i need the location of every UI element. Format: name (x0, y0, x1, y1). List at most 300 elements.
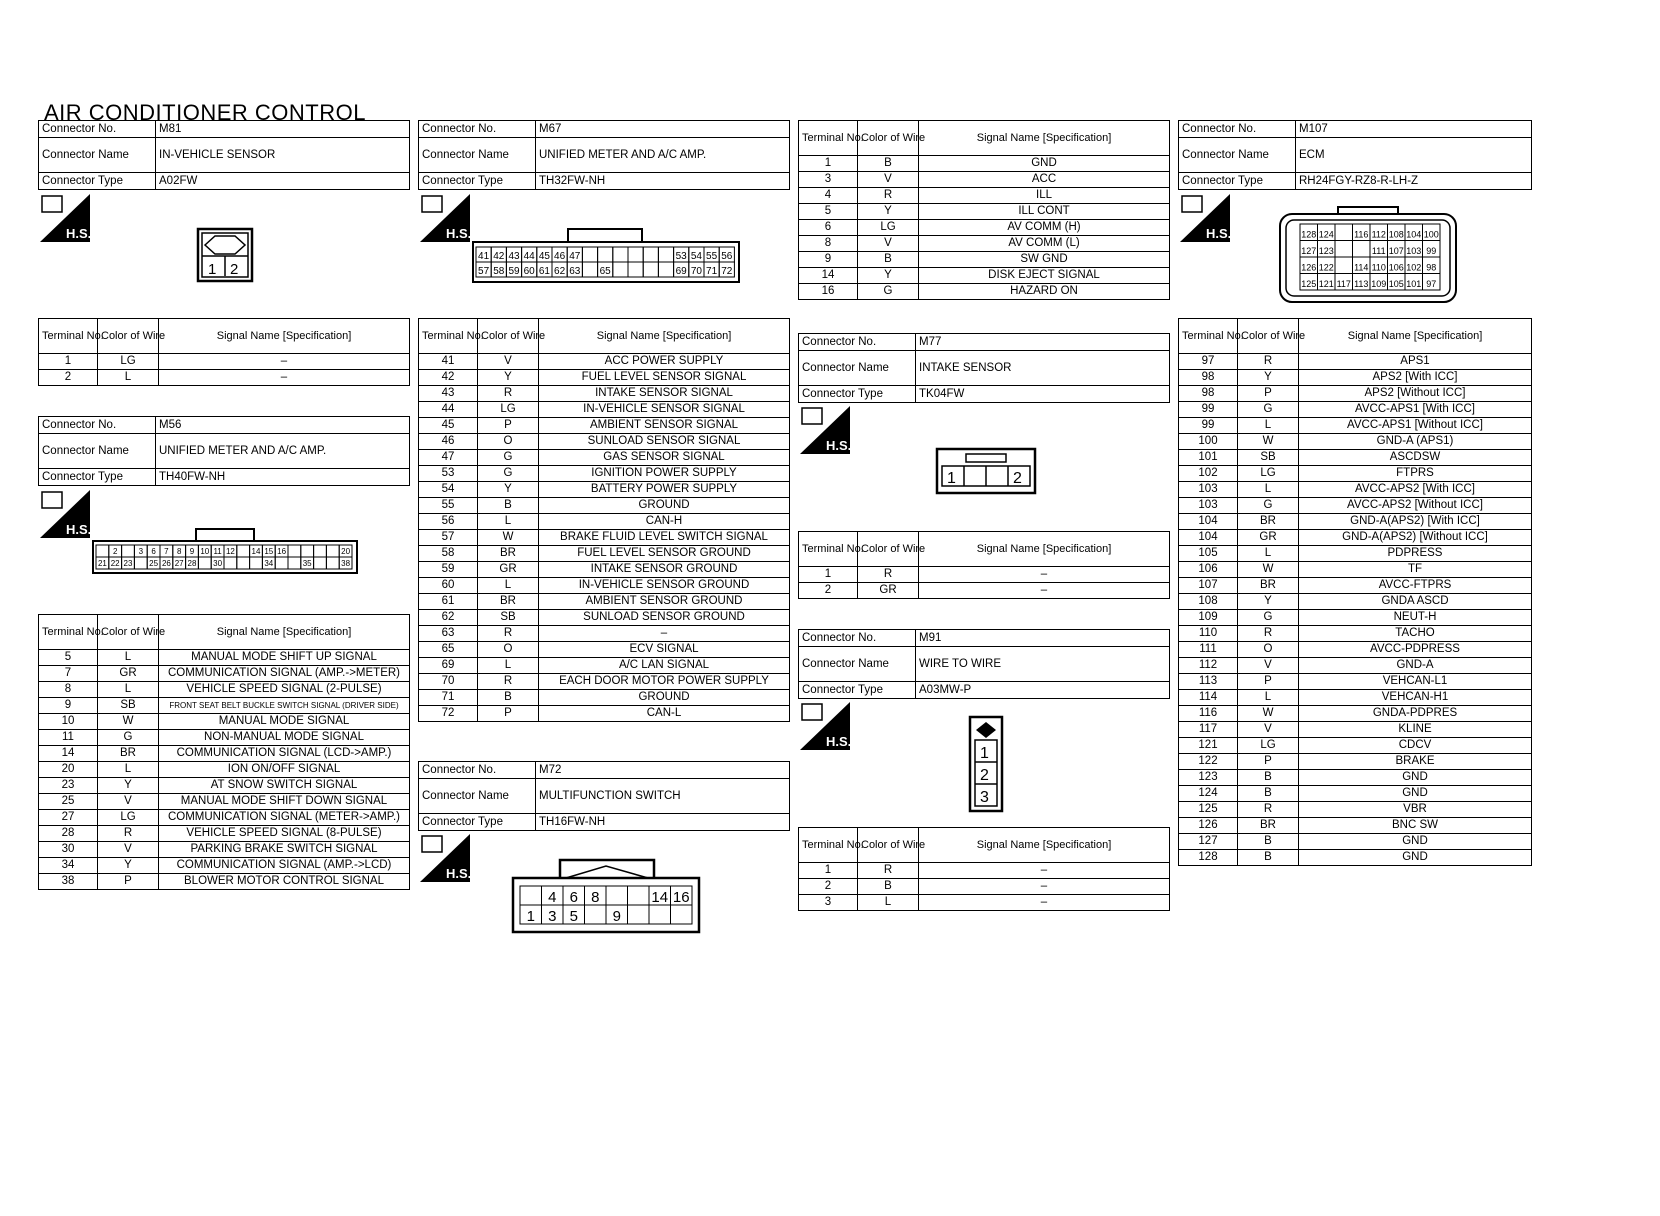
terminal-no-cell: 1 (799, 863, 858, 879)
terminal-no-cell: 4 (799, 188, 858, 204)
wire-color-cell: W (1238, 434, 1299, 450)
table-row (39, 762, 410, 778)
hs-icon-m81 (40, 194, 90, 247)
wire-color-cell: L (98, 650, 159, 666)
pin-cell (301, 545, 314, 557)
pin-label: 61 (538, 266, 550, 277)
label-connector-type: Connector Type (1179, 173, 1296, 190)
terminal-no-cell: 102 (1179, 466, 1238, 482)
table-row (799, 268, 1170, 284)
terminal-rows (799, 156, 1170, 300)
wire-color-cell: Y (478, 370, 539, 386)
terminal-no-cell: 5 (799, 204, 858, 220)
table-row (1179, 626, 1532, 642)
signal-name-cell: ECV SIGNAL (539, 642, 790, 658)
table-row (419, 418, 790, 434)
wire-color-cell: L (1238, 418, 1299, 434)
label-connector-no: Connector No. (419, 121, 536, 138)
wire-color-cell: BR (1238, 578, 1299, 594)
terminal-no-cell: 3 (799, 895, 858, 911)
signal-name-cell: MANUAL MODE SIGNAL (159, 714, 410, 730)
table-row (419, 562, 790, 578)
label-connector-type: Connector Type (419, 814, 536, 831)
signal-name-cell: COMMUNICATION SIGNAL (METER->AMP.) (159, 810, 410, 826)
hs-label: H.S. (446, 226, 472, 241)
table-row (419, 530, 790, 546)
pin-cell (598, 247, 613, 262)
pin-cell (237, 557, 250, 569)
header-color-of-wire: Color of Wire (858, 532, 919, 567)
pin-label: 110 (1371, 262, 1386, 273)
label-connector-name: Connector Name (799, 647, 916, 682)
pin-label: 63 (569, 266, 581, 277)
terminal-no-cell: 46 (419, 434, 478, 450)
signal-name-cell: TF (1299, 562, 1532, 578)
terminal-no-cell: 114 (1179, 690, 1238, 706)
pin-label: 59 (508, 266, 520, 277)
terminal-rows (799, 863, 1170, 911)
pin-label: 7 (164, 547, 169, 556)
label-connector-no: Connector No. (39, 417, 156, 434)
pin-label: 2 (1013, 470, 1022, 487)
terminal-no-cell: 41 (419, 354, 478, 370)
table-row (1179, 594, 1532, 610)
signal-name-cell: AVCC-PDPRESS (1299, 642, 1532, 658)
wire-color-cell: L (98, 370, 159, 386)
pin-label: 22 (110, 559, 120, 568)
table-row (39, 370, 410, 386)
signal-name-cell: AV COMM (L) (919, 236, 1170, 252)
table-row (799, 863, 1170, 879)
wire-color-cell: R (1238, 354, 1299, 370)
pin-label: 45 (538, 251, 550, 262)
table-row (419, 514, 790, 530)
pin-label: 9 (612, 908, 621, 925)
wire-color-cell: LG (1238, 738, 1299, 754)
pin-label: 35 (302, 559, 312, 568)
connector-info-m72-wrap (418, 761, 790, 831)
terminal-no-cell: 54 (419, 482, 478, 498)
pin-cell (643, 247, 658, 262)
wire-color-cell: Y (98, 858, 159, 874)
signal-name-cell: FRONT SEAT BELT BUCKLE SWITCH SIGNAL (DRIVER SIDE) (159, 698, 410, 714)
signal-name-cell: SUNLOAD SENSOR GROUND (539, 610, 790, 626)
pin-cell (1335, 241, 1353, 258)
connector-diagram-m81 (197, 228, 253, 287)
wire-color-cell: O (478, 642, 539, 658)
table-row (419, 498, 790, 514)
header-terminal-no: Terminal No. (39, 615, 98, 650)
table-row (419, 466, 790, 482)
signal-name-cell: GND-A (1299, 658, 1532, 674)
pin-label: 8 (591, 889, 600, 906)
signal-name-cell: GAS SENSOR SIGNAL (539, 450, 790, 466)
terminal-no-cell: 65 (419, 642, 478, 658)
terminal-no-cell: 116 (1179, 706, 1238, 722)
pin-cell (134, 557, 147, 569)
pin-label: 16 (672, 889, 690, 906)
table-row (1179, 786, 1532, 802)
header-color-of-wire: Color of Wire (98, 319, 159, 354)
signal-name-cell: BATTERY POWER SUPPLY (539, 482, 790, 498)
signal-name-cell: GND (1299, 770, 1532, 786)
pin-cell (658, 262, 673, 277)
table-row (1179, 498, 1532, 514)
wire-color-cell: P (1238, 386, 1299, 402)
table-row (1179, 530, 1532, 546)
signal-name-cell: PDPRESS (1299, 546, 1532, 562)
wire-color-cell: G (478, 450, 539, 466)
table-row (799, 204, 1170, 220)
table-row (419, 706, 790, 722)
terminal-no-cell: 125 (1179, 802, 1238, 818)
terminal-no-cell: 5 (39, 650, 98, 666)
wire-color-cell: B (1238, 834, 1299, 850)
wire-color-cell: G (478, 466, 539, 482)
pin-cell (643, 262, 658, 277)
table-row (419, 434, 790, 450)
signal-name-cell: GND (1299, 786, 1532, 802)
signal-name-cell: MANUAL MODE SHIFT DOWN SIGNAL (159, 794, 410, 810)
wire-color-cell: SB (98, 698, 159, 714)
terminal-no-cell: 27 (39, 810, 98, 826)
pin-label: 126 (1301, 262, 1317, 273)
header-color-of-wire: Color of Wire (478, 319, 539, 354)
hs-icon-m72 (420, 834, 470, 887)
wire-color-cell: Y (858, 204, 919, 220)
terminal-no-cell: 23 (39, 778, 98, 794)
table-row (1179, 402, 1532, 418)
wire-color-cell: V (1238, 658, 1299, 674)
signal-name-cell: GND (1299, 834, 1532, 850)
signal-name-cell: COMMUNICATION SIGNAL (AMP.->METER) (159, 666, 410, 682)
terminal-no-cell: 109 (1179, 610, 1238, 626)
wire-color-cell: V (1238, 722, 1299, 738)
pin-label: 101 (1406, 279, 1422, 289)
signal-name-cell: APS2 [With ICC] (1299, 370, 1532, 386)
table-row (419, 450, 790, 466)
pin-label: 5 (569, 908, 578, 925)
table-row (1179, 770, 1532, 786)
wire-color-cell: Y (1238, 370, 1299, 386)
wire-color-cell: R (98, 826, 159, 842)
terminal-rows (39, 650, 410, 890)
terminal-no-cell: 8 (39, 682, 98, 698)
terminal-no-cell: 1 (799, 567, 858, 583)
wire-color-cell: B (478, 690, 539, 706)
pin-cell (628, 262, 643, 277)
signal-name-cell: COMMUNICATION SIGNAL (LCD->AMP.) (159, 746, 410, 762)
terminal-no-cell: 112 (1179, 658, 1238, 674)
terminal-table-m56 (38, 614, 410, 890)
table-row (799, 879, 1170, 895)
terminal-no-cell: 6 (799, 220, 858, 236)
hs-label: H.S. (446, 866, 472, 881)
connector-name-value: UNIFIED METER AND A/C AMP. (156, 434, 410, 469)
wire-color-cell: Y (478, 482, 539, 498)
signal-name-cell: AVCC-FTPRS (1299, 578, 1532, 594)
pin-label: 58 (493, 266, 505, 277)
terminal-no-cell: 100 (1179, 434, 1238, 450)
connector-type-value: TH40FW-NH (156, 469, 410, 486)
pin-label: 121 (1318, 279, 1334, 289)
pin-label: 3 (138, 547, 144, 556)
wire-color-cell: BR (478, 594, 539, 610)
pin-label: 41 (478, 251, 490, 262)
connector-info-m72 (418, 761, 790, 831)
terminal-no-cell: 30 (39, 842, 98, 858)
pin-label: 2 (980, 767, 989, 784)
label-connector-name: Connector Name (419, 779, 536, 814)
table-row (39, 842, 410, 858)
label-connector-no: Connector No. (419, 762, 536, 779)
terminal-no-cell: 126 (1179, 818, 1238, 834)
terminal-no-cell: 70 (419, 674, 478, 690)
connector-no-value: M67 (536, 121, 790, 138)
terminal-no-cell: 71 (419, 690, 478, 706)
wire-color-cell: G (98, 730, 159, 746)
wire-color-cell: R (1238, 626, 1299, 642)
table-row (39, 730, 410, 746)
wire-color-cell: L (1238, 546, 1299, 562)
signal-name-cell: PARKING BRAKE SWITCH SIGNAL (159, 842, 410, 858)
label-connector-name: Connector Name (799, 351, 916, 386)
connector-info-m77-wrap (798, 333, 1170, 403)
signal-name-cell: BRAKE (1299, 754, 1532, 770)
terminal-no-cell: 127 (1179, 834, 1238, 850)
terminal-no-cell: 16 (799, 284, 858, 300)
terminal-rows (419, 354, 790, 722)
header-color-of-wire: Color of Wire (858, 828, 919, 863)
pin-label: 6 (151, 547, 156, 556)
terminal-no-cell: 104 (1179, 514, 1238, 530)
header-signal-name: Signal Name [Specification] (1299, 319, 1532, 354)
wire-color-cell: L (478, 514, 539, 530)
connector-type-value: A02FW (156, 173, 410, 190)
pin-label: 8 (176, 547, 182, 556)
terminal-no-cell: 47 (419, 450, 478, 466)
signal-name-cell: BRAKE FLUID LEVEL SWITCH SIGNAL (539, 530, 790, 546)
header-terminal-no: Terminal No. (1179, 319, 1238, 354)
table-row (799, 220, 1170, 236)
pin-cell (606, 886, 628, 905)
terminal-no-cell: 42 (419, 370, 478, 386)
pin-cell (520, 886, 542, 905)
terminal-no-cell: 2 (799, 583, 858, 599)
label-connector-name: Connector Name (1179, 138, 1296, 173)
pin-label: 6 (569, 889, 578, 906)
terminal-no-cell: 60 (419, 578, 478, 594)
signal-name-cell: FTPRS (1299, 466, 1532, 482)
hs-icon-m67 (420, 194, 470, 247)
signal-name-cell: GND-A(APS2) [Without ICC] (1299, 530, 1532, 546)
connector-info-m91 (798, 629, 1170, 699)
signal-name-cell: AMBIENT SENSOR SIGNAL (539, 418, 790, 434)
pin-cell (582, 247, 597, 262)
terminal-no-cell: 111 (1179, 642, 1238, 658)
table-row (419, 610, 790, 626)
signal-name-cell: INTAKE SENSOR SIGNAL (539, 386, 790, 402)
terminal-no-cell: 55 (419, 498, 478, 514)
pin-label: 1 (208, 261, 217, 278)
pin-label: 108 (1388, 229, 1404, 240)
header-signal-name: Signal Name [Specification] (919, 828, 1170, 863)
connector-latch (568, 229, 642, 242)
signal-name-cell: AVCC-APS2 [With ICC] (1299, 482, 1532, 498)
pin-label: 14 (251, 547, 261, 556)
wire-color-cell: W (1238, 706, 1299, 722)
label-connector-type: Connector Type (39, 469, 156, 486)
wire-color-cell: O (1238, 642, 1299, 658)
signal-name-cell: CAN-H (539, 514, 790, 530)
pin-label: 124 (1318, 229, 1334, 240)
signal-name-cell: SUNLOAD SENSOR SIGNAL (539, 434, 790, 450)
signal-name-cell: – (919, 863, 1170, 879)
table-row (39, 714, 410, 730)
signal-name-cell: NON-MANUAL MODE SIGNAL (159, 730, 410, 746)
hs-icon-m77 (800, 406, 850, 459)
pin-label: 107 (1388, 246, 1404, 256)
pin-label: 44 (523, 251, 535, 262)
label-connector-no: Connector No. (1179, 121, 1296, 138)
table-row (39, 354, 410, 370)
connector-info-m56 (38, 416, 410, 486)
signal-name-cell: VEHCAN-H1 (1299, 690, 1532, 706)
latch-ridge (566, 866, 648, 878)
wire-color-cell: BR (478, 546, 539, 562)
signal-name-cell: ILL (919, 188, 1170, 204)
table-row (799, 172, 1170, 188)
pin-label: 54 (690, 251, 702, 262)
wire-color-cell: V (858, 172, 919, 188)
terminal-no-cell: 57 (419, 530, 478, 546)
table-row (799, 236, 1170, 252)
wire-color-cell: B (858, 879, 919, 895)
terminal-table-m91 (798, 827, 1170, 911)
header-signal-name: Signal Name [Specification] (919, 532, 1170, 567)
terminal-no-cell: 101 (1179, 450, 1238, 466)
pin-cell (1335, 224, 1353, 241)
pin-label: 105 (1388, 279, 1404, 289)
label-connector-type: Connector Type (419, 173, 536, 190)
terminal-no-cell: 20 (39, 762, 98, 778)
hs-label: H.S. (66, 522, 92, 537)
table-row (419, 386, 790, 402)
connector-name-value: WIRE TO WIRE (916, 647, 1170, 682)
wire-color-cell: L (98, 762, 159, 778)
table-row (39, 778, 410, 794)
wire-color-cell: GR (858, 583, 919, 599)
label-connector-type: Connector Type (799, 386, 916, 403)
pin-cell (314, 545, 327, 557)
harness-side-icon (420, 834, 470, 882)
hs-label: H.S. (66, 226, 92, 241)
table-row (1179, 354, 1532, 370)
terminal-no-cell: 98 (1179, 386, 1238, 402)
terminal-no-cell: 62 (419, 610, 478, 626)
connector-diagram-m107 (1278, 206, 1458, 311)
pin-label: 2 (112, 547, 118, 556)
pin-label: 106 (1388, 262, 1404, 273)
harness-side-icon (420, 194, 470, 242)
pin-label: 15 (264, 547, 274, 556)
signal-name-cell: – (919, 879, 1170, 895)
table-row (419, 690, 790, 706)
terminal-no-cell: 99 (1179, 402, 1238, 418)
harness-side-icon (800, 406, 850, 454)
wire-color-cell: O (478, 434, 539, 450)
pin-cell (198, 557, 211, 569)
pin-label: 21 (97, 559, 107, 568)
terminal-no-cell: 110 (1179, 626, 1238, 642)
connector-info-m77 (798, 333, 1170, 403)
wire-color-cell: R (478, 626, 539, 642)
pin-label: 30 (213, 559, 223, 568)
pin-label: 128 (1301, 229, 1317, 240)
wire-color-cell: Y (1238, 594, 1299, 610)
pin-label: 25 (149, 559, 159, 568)
pin-label: 23 (123, 559, 133, 568)
wire-color-cell: L (858, 895, 919, 911)
pin-label: 2 (230, 261, 239, 278)
terminal-no-cell: 104 (1179, 530, 1238, 546)
terminal-no-cell: 123 (1179, 770, 1238, 786)
connector-no-value: M56 (156, 417, 410, 434)
pin-label: 123 (1318, 246, 1334, 256)
pin-label: 12 (225, 547, 235, 556)
wire-color-cell: B (1238, 770, 1299, 786)
header-terminal-no: Terminal No. (419, 319, 478, 354)
table-row (799, 156, 1170, 172)
table-row (419, 594, 790, 610)
table-row (1179, 386, 1532, 402)
hs-icon-m56 (40, 490, 90, 543)
header-signal-name: Signal Name [Specification] (539, 319, 790, 354)
signal-name-cell: GNDA-PDPRES (1299, 706, 1532, 722)
terminal-table-m107 (1178, 318, 1532, 866)
table-row (39, 746, 410, 762)
wire-color-cell: Y (858, 268, 919, 284)
pin-label: 72 (721, 266, 733, 277)
table-row (39, 874, 410, 890)
table-row (1179, 754, 1532, 770)
table-row (1179, 370, 1532, 386)
terminal-no-cell: 56 (419, 514, 478, 530)
wire-color-cell: R (478, 674, 539, 690)
wire-color-cell: G (858, 284, 919, 300)
table-row (1179, 834, 1532, 850)
wire-color-cell: GR (98, 666, 159, 682)
pin-label: 102 (1406, 262, 1422, 273)
wire-color-cell: B (1238, 786, 1299, 802)
connector-diagram-m91 (969, 716, 1003, 817)
label-connector-name: Connector Name (39, 434, 156, 469)
pin-label: 3 (980, 789, 989, 806)
connector-info-m107 (1178, 120, 1532, 190)
table-row (799, 583, 1170, 599)
signal-name-cell: – (539, 626, 790, 642)
pin-label: 97 (1426, 279, 1437, 289)
pin-cell (628, 247, 643, 262)
page-title: AIR CONDITIONER CONTROL (44, 100, 366, 125)
connector-no-value: M91 (916, 630, 1170, 647)
header-terminal-no: Terminal No. (39, 319, 98, 354)
signal-name-cell: ION ON/OFF SIGNAL (159, 762, 410, 778)
terminal-rows (39, 354, 410, 386)
signal-name-cell: A/C LAN SIGNAL (539, 658, 790, 674)
wire-color-cell: R (858, 863, 919, 879)
table-row (39, 650, 410, 666)
